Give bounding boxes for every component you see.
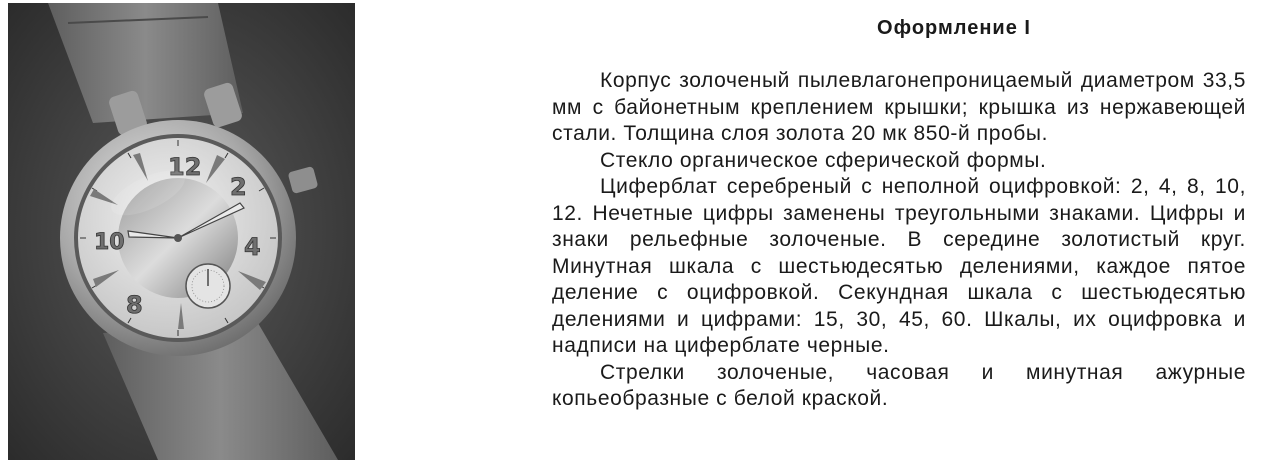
- description-text: [552, 14, 1246, 413]
- dial-numeral-2: 2: [230, 173, 247, 201]
- paragraph-hands: Стрелки золоченые, часовая и минутная ажурные копьеобразные с белой краской.: [552, 360, 1246, 410]
- dial-numeral-4: 4: [244, 233, 261, 261]
- page-heading: Оформление I: [877, 17, 1031, 39]
- paragraph-case: Корпус золоченый пылевлагонепроницаемый диаметром 33,5 мм с байонетным креплением крышки; крышка из нержавеющей стали. Толщина слоя золота 20 мк 850-й пробы.: [552, 69, 1246, 145]
- paragraph-dial: Циферблат серебреный с неполной оцифровкой: 2, 4, 8, 10, 12. Нечетные цифры заменены треугольными знаками. Цифры и знаки рельефные золоченые. В середине золотистый круг. Минутная шкала с шестьюдесятью делениями, каждое пятое деление с оцифровкой. Секундная шкала с шестьюдесятью делениями и цифрами: 15, 30, 45, 60. Шкалы, их оцифровка и надписи на циферблате черные.: [552, 175, 1246, 357]
- dial-numeral-12: 12: [168, 153, 202, 181]
- watch-photo: [8, 3, 355, 460]
- paragraph-glass: Стекло органическое сферической формы.: [600, 148, 1047, 172]
- dial-numeral-10: 10: [94, 230, 125, 255]
- dial-numeral-8: 8: [126, 291, 143, 319]
- hands-pivot: [174, 234, 182, 242]
